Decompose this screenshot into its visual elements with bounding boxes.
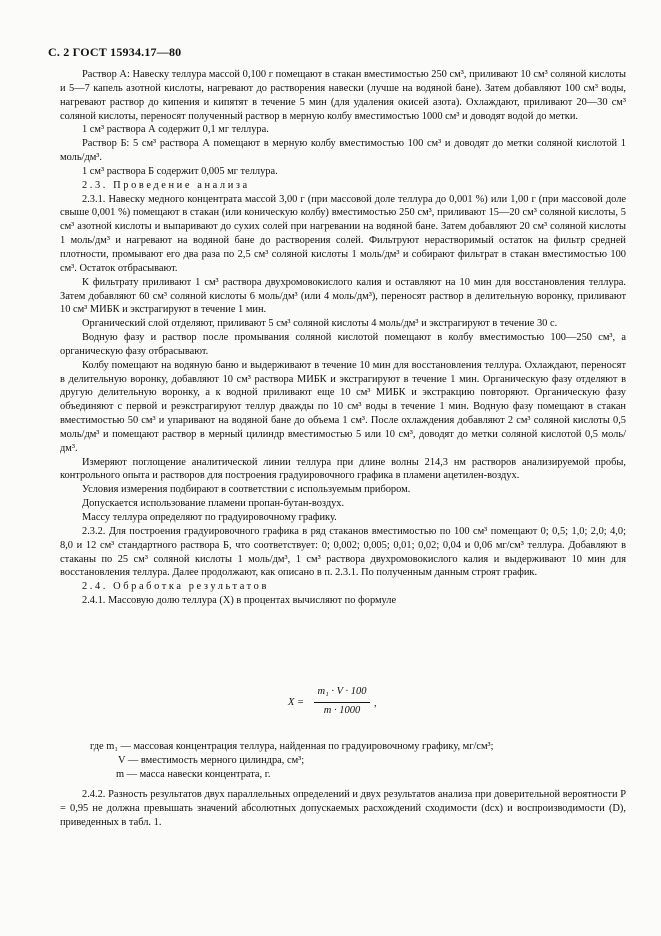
paragraph-flask: Колбу помещают на водяную баню и выдерживают в течение 10 мин для восстановления теллура. Охлаждают, переносят в делительную воронку, добавляют 10 см³ раствора МИБК и экстрагируют в течение 1 мин. Органическую фазу отделяют в другую делительную воронку, а к водной приливают еще 10 см³ МИБК и экстракцию повторяют. Органическую фазу объединяют с первой и реэкстрагируют теллур дважды по 10 см³ воды в течение 1 мин. Водную фазу помещают в стакан вместимостью 50 см³ и упаривают на водяной бане до объема 1 см³. После охлаждения добавляют 2 см³ соляной кислоты 0,5 моль/дм³ и помещают раствор в мерный цилиндр вместимостью 5 или 10 см³, доводят до метки соляной кислотой 0,5 моль/дм³. — [60, 359, 626, 454]
paragraph-2-3-1: 2.3.1. Навеску медного концентрата массой 3,00 г (при массовой доле теллура до 0,001 %) или 1,00 г (при массовой доле свыше 0,001 %) помещают в стакан (или коническую колбу) вместимостью 250 см³, приливают 15—20 см³ соляной кислоты, 5 см³ азотной кислоты и выпаривают до сухих солей при нагревании на водяной бане. Затем добавляют 20 см³ соляной кислоты 1 моль/дм³ и нагревают на водяной бане до растворения солей. Фильтруют нерастворимый остаток на фильтр средней плотности, промывают его два раза по 2,5 см³ соляной кислоты 1 моль/дм³ и собирают фильтрат в стакан вместимостью 100 см³. Остаток отбрасывают. — [60, 193, 626, 274]
formula — [288, 686, 488, 726]
paragraph-absorption: Измеряют поглощение аналитической линии теллура при длине волны 214,3 нм растворов анализируемой пробы, контрольного опыта и растворов для построения градуировочного графика в пламени ацетилен-воздух. — [60, 456, 626, 482]
definition-v: V — вместимость мерного цилиндра, см³; — [118, 754, 305, 766]
fraction-bar — [314, 702, 370, 703]
last-section — [60, 788, 626, 830]
definition-m: m — масса навески концентрата, г. — [116, 768, 271, 780]
variable-definitions — [90, 740, 630, 782]
paragraph-2-4-1: 2.4.1. Массовую долю теллура (X) в процентах вычисляют по формуле — [82, 595, 397, 607]
paragraph-mass: Массу теллура определяют по градуировочному графику. — [82, 512, 337, 523]
formula-lhs: X = — [288, 697, 305, 708]
formula-trail: , — [374, 698, 377, 709]
paragraph-water-phase: Водную фазу и раствор после промывания соляной кислотой помещают в колбу вместимостью 100—250 см³, а органическую фазу отбрасывают. — [60, 332, 626, 357]
section-heading-2-3: 2.3. Проведение анализа — [82, 179, 250, 191]
paragraph-solution-b-content: 1 см³ раствора Б содержит 0,005 мг теллура. — [82, 165, 278, 177]
document-body — [60, 68, 626, 608]
paragraph-solution-a: Раствор А: Навеску теллура массой 0,100 г помещают в стакан вместимостью 250 см³, приливают 10 см³ соляной кислоты и 5—7 капель азотной кислоты, нагревают до растворения навески (лучше на водяной бане). Затем добавляют 100 см³ воды, нагревают раствор до кипения и кипятят в течение 5 мин (для удаления окисей азота). Охлаждают, приливают 20—30 см³ соляной кислоты, переносят полученный раствор в мерную колбу вместимостью 1000 см³ и доводят водой до метки. — [60, 69, 626, 122]
page-header: С. 2 ГОСТ 15934.17—80 — [48, 45, 182, 59]
formula-numerator: m₁ · V · 100 — [317, 686, 367, 697]
paragraph-solution-b: Раствор Б: 5 см³ раствора А помещают в мерную колбу вместимостью 100 см³ и доводят до метки соляной кислотой 1 моль/дм³. — [60, 138, 626, 164]
paragraph-flame: Допускается использование пламени пропан-бутан-воздух. — [82, 498, 345, 510]
section-heading-2-4: 2.4. Обработка результатов — [82, 581, 269, 593]
definition-m1: где m₁ — массовая концентрация теллура, найденная по градуировочному графику, мг/см³; — [90, 741, 494, 752]
paragraph-solution-a-content: 1 см³ раствора А содержит 0,1 мг теллура. — [82, 124, 269, 136]
paragraph-conditions: Условия измерения подбирают в соответствии с используемым прибором. — [82, 484, 411, 496]
formula-denominator: m · 1000 — [323, 705, 361, 716]
paragraph-2-3-2: 2.3.2. Для построения градуировочного графика в ряд стаканов вместимостью по 100 см³ помещают 0; 0,5; 1,0; 2,0; 4,0; 8,0 и 12 см³ стандартного раствора Б, что соответствует: 0; 0,002; 0,005; 0,01; 0,02; 0,04 и 0,06 мг/см³ теллура. Добавляют в стаканы по 25 см³ соляной кислоты 1 моль/дм³, 1 см³ раствора двухромовокислого калия и выдерживают 10 мин для восстановления теллура. Далее продолжают, как описано в п. 2.3.1. По полученным данным строят график. — [60, 525, 626, 579]
paragraph-2-4-2: 2.4.2. Разность результатов двух параллельных определений и двух результатов анализа при доверительной вероятности P = 0,95 не должна превышать значений абсолютных допускаемых расхождений сходимости (dсх) и воспроизводимости (D), приведенных в табл. 1. — [60, 789, 626, 828]
paragraph-filtrate: К фильтрату приливают 1 см³ раствора двухромовокислого калия и оставляют на 10 мин для восстановления теллура. Затем добавляют 60 см³ соляной кислоты 6 моль/дм³ (или 4 моль/дм³), переносят раствор в делительную воронку, приливают 10 см³ МИБК и экстрагируют в течение 1 мин. — [60, 276, 626, 316]
paragraph-organic-layer: Органический слой отделяют, приливают 5 см³ соляной кислоты 4 моль/дм³ и экстрагируют в течение 30 с. — [82, 318, 558, 330]
